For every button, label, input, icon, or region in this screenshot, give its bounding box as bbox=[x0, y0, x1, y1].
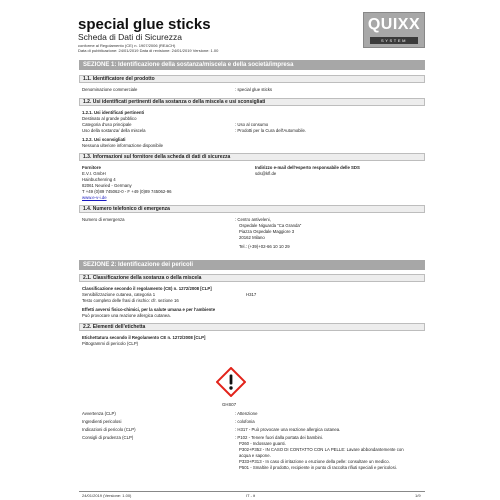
dates-line: Data di pubblicazione: 24/01/2019 Data di revisione: 24/01/2019 Versione: 1.00 bbox=[78, 48, 219, 53]
footer-page-number: 1/9 bbox=[415, 493, 421, 498]
footer-divider bbox=[79, 491, 425, 492]
product-title: special glue sticks bbox=[78, 16, 211, 33]
precautionary-line-1: : P102 - Tenere fuori dalla portata dei bambini. bbox=[235, 435, 324, 440]
hazard-pictograms-label: Pittogrammi di pericolo (CLP) bbox=[82, 341, 139, 346]
main-use-category-label: Categoria d'uso principale bbox=[82, 122, 132, 127]
hazardous-ingredients-label: Ingredienti pericolosi bbox=[82, 419, 122, 424]
substance-use-label: Uso della sostanza/ della miscela bbox=[82, 128, 146, 133]
subsection-2-2 bbox=[79, 323, 425, 331]
trade-name-value: : special glue sticks bbox=[235, 87, 273, 92]
section-1-bar bbox=[79, 60, 425, 70]
precautionary-line-4: acqua e sapone. bbox=[239, 453, 271, 458]
emergency-line-1: : Centro antiveleni, bbox=[235, 217, 271, 222]
precautionary-statements-label: Consigli di prudenza (CLP) bbox=[82, 435, 134, 440]
emergency-line-2: Ospedale Niguarda "Ca Granda" bbox=[239, 223, 302, 228]
supplier-website-link[interactable]: www.e-v-i.de bbox=[82, 195, 107, 200]
precautionary-line-2: P260 - Indossare guanti. bbox=[239, 441, 286, 446]
footer-language: IT - it bbox=[246, 493, 256, 498]
logo-strip bbox=[370, 37, 418, 44]
logo-tag: SYSTEM bbox=[380, 38, 408, 43]
footer-version: 24/01/2019 (Versione: 1.00) bbox=[82, 493, 132, 498]
hazard-statements-value: : H317 - Può provocare una reazione allergica cutanea. bbox=[235, 427, 341, 432]
precautionary-line-3: P302+P352 - IN CASO DI CONTATTO CON LA PELLE: Lavare abbondantemente con bbox=[239, 447, 404, 452]
supplier-heading: Fornitore bbox=[82, 165, 101, 170]
logo-word: QUIXX bbox=[367, 16, 421, 33]
signal-word-label: Avvertenza (CLP) bbox=[82, 411, 116, 416]
trade-name-label: Denominazione commerciale bbox=[82, 87, 138, 92]
classification-heading: Classificazione secondo il regolamento (CE) n. 1272/2008 [CLP] bbox=[82, 286, 212, 291]
skin-sensitisation-code: H317 bbox=[246, 292, 257, 297]
uses-advised-against-title: 1.2.2. Usi sconsigliati bbox=[82, 137, 126, 142]
uses-advised-against-line: Nessuna ulteriore informazione disponibile bbox=[82, 143, 163, 148]
relevant-uses-line: Destinato al grande pubblico bbox=[82, 116, 137, 121]
subsection-1-4-title: 1.4. Numero telefonico di emergenza bbox=[83, 206, 170, 212]
precautionary-line-5: P333+P313 - In caso di irritazione o eruzione della pelle: consultare un medico. bbox=[239, 459, 390, 464]
subsection-1-2-title: 1.2. Usi identificati pertinenti della sostanza o della miscela e usi sconsigliati bbox=[83, 99, 266, 105]
emergency-line-4: 20162 Milano bbox=[239, 235, 265, 240]
full-text-reference: Testo completo delle frasi di rischio: cfr. sezione 16 bbox=[82, 298, 179, 303]
subsection-1-3 bbox=[79, 153, 425, 161]
labelling-heading: Etichettatura secondo il Regolamento CE n. 1272/2008 [CLP] bbox=[82, 335, 206, 340]
ghs-code: GHS07 bbox=[222, 402, 237, 407]
document-subtitle: Scheda di Dati di Sicurezza bbox=[78, 32, 182, 42]
supplier-line-4: T +49 (0)89 745062-0 - F +49 (0)89 745062-96 bbox=[82, 189, 172, 194]
expert-email-heading: Indirizzo e-mail dell'esperto responsabile delle SDS bbox=[255, 165, 360, 170]
emergency-number-label: Numero di emergenza bbox=[82, 217, 125, 222]
supplier-line-3: 82061 Neuried - Germany bbox=[82, 183, 132, 188]
section-1-title: SEZIONE 1: Identificazione della sostanza/miscela e della società/impresa bbox=[83, 62, 294, 68]
subsection-1-3-title: 1.3. Informazioni sul fornitore della scheda di dati di sicurezza bbox=[83, 154, 231, 160]
subsection-1-2 bbox=[79, 98, 425, 106]
signal-word-value: : Attenzione bbox=[235, 411, 258, 416]
adverse-effects-line: Può provocare una reazione allergica cutanea. bbox=[82, 313, 171, 318]
expert-email: sds@kfl.de bbox=[255, 171, 277, 176]
regulation-line: conforme al Regolamento (CE) n. 1907/2006 (REACH) bbox=[78, 43, 176, 48]
quixx-logo bbox=[363, 12, 425, 48]
substance-use-value: : Prodotti per la Cura dell'Automobile. bbox=[235, 128, 307, 133]
section-2-title: SEZIONE 2: Identificazione dei pericoli bbox=[83, 262, 194, 268]
emergency-line-3: Piazza Ospedale Maggiore 3 bbox=[239, 229, 295, 234]
hazardous-ingredients-value: : colofonia bbox=[235, 419, 255, 424]
adverse-effects-heading: Effetti avversi fisico-chimici, per la salute umana e per l'ambiente bbox=[82, 307, 216, 312]
subsection-1-1-title: 1.1. Identificatore del prodotto bbox=[83, 76, 155, 82]
emergency-tel: Tel.: (+39)+02-66 10 10 29 bbox=[239, 244, 290, 249]
main-use-category-value: : Uso al consumo bbox=[235, 122, 269, 127]
subsection-2-1 bbox=[79, 274, 425, 282]
subsection-1-1 bbox=[79, 75, 425, 83]
exclamation-mark-diamond-icon bbox=[216, 367, 246, 397]
precautionary-line-6: P501 - Smaltire il prodotto, recipiente in punto di raccolta rifiuti speciali e pericolosi. bbox=[239, 465, 397, 470]
subsection-2-2-title: 2.2. Elementi dell'etichetta bbox=[83, 324, 146, 330]
relevant-uses-title: 1.2.1. Usi identificati pertinenti bbox=[82, 110, 145, 115]
skin-sensitisation-label: Sensibilizzazione cutanea, categoria 1 bbox=[82, 292, 156, 297]
section-2-bar bbox=[79, 260, 425, 270]
supplier-line-1: E.V.I. GmbH bbox=[82, 171, 106, 176]
subsection-1-4 bbox=[79, 205, 425, 213]
hazard-statements-label: Indicazioni di pericolo (CLP) bbox=[82, 427, 136, 432]
subsection-2-1-title: 2.1. Classificazione della sostanza o della miscela bbox=[83, 275, 202, 281]
supplier-line-2: Hainbuchenring 4 bbox=[82, 177, 116, 182]
